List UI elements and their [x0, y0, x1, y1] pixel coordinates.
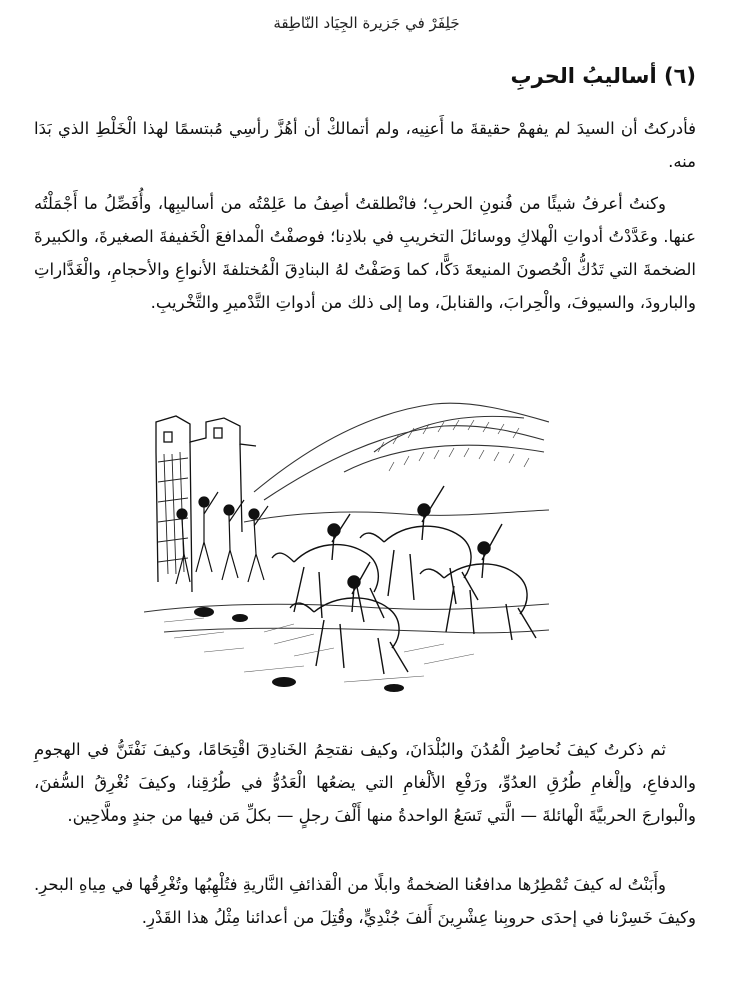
running-header: جَلِفَرْ في جَزيرة الجِيَاد النّاطِقة — [273, 14, 460, 32]
paragraph-4: وأَبَنْتُ له كيفَ تُمْطِرُها مدافعُنا الضخمةُ وابلًا من الْقذائفِ النَّاريةِ فتُلْهِبُها وتُغْرِقُها في مِياهِ البحرِ. وكيفَ خَسِرْنا في إحدَى حروبِنا عِشْرِينَ أَلفَ جُنْدِيٍّ، وقُتِلَ من أعدائنا مِثْلُ هذا القَدْرِ. — [34, 875, 696, 927]
chapter-title: (٦) أساليبُ الحربِ — [510, 64, 696, 88]
paragraph-3: ثم ذكرتُ كيفَ نُحاصِرُ الْمُدُنَ والبُلْدَانَ، وكيف نقتحِمُ الخَنادِقَ اقْتِحَامًا، وكيفَ نَفْتَنُّ في الهجومِ والدفاعِ، وإلْغامِ طُرُقِ العدُوِّ، ورَفْعِ الألْغامِ التي يضعُها الْعَدُوُّ في طُرُقِنا، وكيفَ نُغْرِقُ السُّفنَ، والْبوارجَ الحربيَّةَ الْهائلةَ — الَّتي تَسَعُ الواحدةُ منها أَلْفَ رجلٍ — بكلِّ مَن فيها من جندٍ وملَّاحِين. — [34, 740, 696, 825]
paragraph-2: وكنتُ أعرفُ شيئًا من فُنونِ الحربِ؛ فانْطلقتُ أصِفُ ما عَلِمْتُه من أساليبِها، وأُفَصِّلُ ما أَجْمَلْتُه عنها. وعَدَّدْتُ أدواتِ الْهلاكِ ووسائلَ التخريبِ في بلادِنا؛ فوصفْتُ الْمدافعَ الْخَفيفةَ الصغيرةَ، والكبيرةَ الضخمةَ التي تَدُكُّ الْحُصونَ المنيعةَ دَكًّا، كما وَصَفْتُ لهُ البنادِقَ الْمُختلفةَ الأنواعِ والأحجامِ، والْغَدَّاراتِ والبارودَ، والسيوفَ، والْحِرابَ، والقنابلَ، وما إلى ذلك من أدواتِ التَّدْميرِ والتَّخْريبِ. — [34, 194, 696, 312]
paragraph-1: فأدركتُ أن السيدَ لم يفهمْ حقيقةَ ما أَعنِيه، ولم أتمالكْ أن أهُزَّ رأسِي مُبتسمًا لهذا الْخَلْطِ الذي بَدَا منه. — [34, 119, 696, 171]
battle-illustration — [144, 382, 549, 707]
